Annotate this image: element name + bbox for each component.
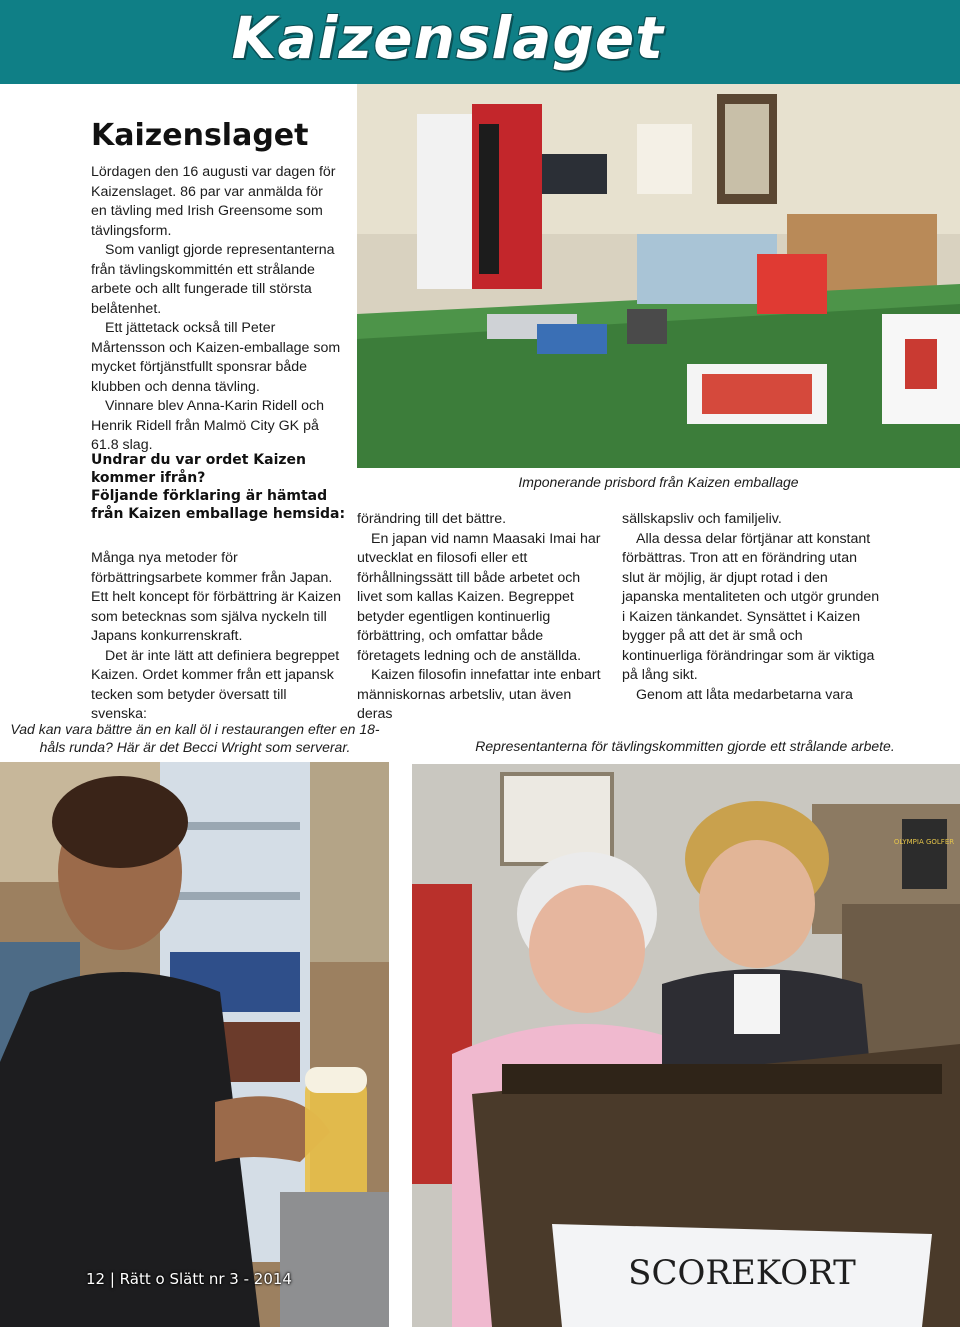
wall-frame — [502, 774, 612, 864]
bartender-photo — [0, 762, 389, 1327]
header-banner — [0, 0, 960, 84]
banner-title: Kaizenslaget — [231, 4, 664, 72]
body-column-left — [91, 549, 346, 725]
laptop — [537, 154, 607, 194]
body-paragraph: Kaizen filosofin innefattar inte enbart människornas arbetsliv, utan även deras — [357, 667, 601, 722]
question-headings — [91, 451, 351, 523]
prize-table-caption: Imponerande prisbord från Kaizen emballage — [518, 474, 799, 490]
intro-paragraph: Lördagen den 16 augusti var dagen för Kaizenslaget. 86 par var anmälda för en tävling med Irish Greensome som tävlingsform. — [91, 164, 336, 239]
body-paragraph: En japan vid namn Maasaki Imai har utvecklat en filosofi eller ett förhållningssätt till både arbetet och livet som kallas Kaizen. Begreppet betyder egentligen kontinuerlig förbättring, och omfattar både företagets ledning och de anställda. — [357, 530, 601, 664]
woman-face — [529, 885, 645, 1013]
intro-paragraph: Vinnare blev Anna-Karin Ridell och Henrik Ridell från Malmö City GK på 61.8 slag. — [91, 398, 324, 453]
hair — [52, 776, 188, 868]
bartender-caption: Vad kan vara bättre än en kall öl i restaurangen efter en 18-håls runda? Här är det Becci Wright som serverar. — [10, 721, 380, 755]
body-column-middle — [357, 510, 607, 725]
golf-bag — [417, 114, 477, 289]
prize-table-photo — [357, 84, 960, 468]
body-paragraph: förändring till det bättre. — [357, 511, 507, 527]
body-paragraph: Det är inte lätt att definiera begreppet Kaizen. Ordet kommer från ett japansk tecken som betyder översatt till svenska: — [91, 647, 340, 722]
book — [902, 819, 947, 889]
source-heading: Följande förklaring är hämtad från Kaizen emballage hemsida: — [91, 488, 346, 522]
body-paragraph: Många nya metoder för förbättringsarbete kommer från Japan. Ett helt koncept för förbättring är Kaizen som betecknas som själva nyckeln till Japans konkurrenskraft. — [91, 550, 341, 644]
man-face — [699, 840, 815, 968]
scorecard-text: SCOREKORT — [628, 1253, 856, 1293]
book-title-text: OLYMPIA GOLFER — [893, 838, 955, 846]
intro-column — [91, 163, 341, 456]
body-column-right — [622, 510, 882, 705]
page-folio: 12 | Rätt o Slätt nr 3 - 2014 — [86, 1270, 292, 1288]
body-paragraph: sällskapsliv och familjeliv. — [622, 511, 782, 527]
intro-paragraph: Som vanligt gjorde representanterna från tävlingskommittén ett strålande arbete och allt fungerade till största belåtenhet. — [91, 242, 335, 317]
committee-photo — [412, 764, 960, 1327]
committee-caption: Representanterna för tävlingskommitten gjorde ett strålande arbete. — [475, 738, 895, 754]
article-title: Kaizenslaget — [91, 118, 309, 153]
freezer — [637, 234, 777, 304]
question-heading: Undrar du var ordet Kaizen kommer ifrån? — [91, 452, 307, 486]
body-paragraph: Genom att låta medarbetarna vara — [636, 686, 853, 703]
body-paragraph: Alla dessa delar förtjänar att konstant förbättras. Tron att en förändring utan slut är möjlig, är djupt rotad i den japanska mentaliteten och utgör grunden i Kaizen tänkandet. Synsättet i Kaizen bygger på att det är små och kontinuerliga förändringar som är viktiga på lång sikt. — [622, 530, 880, 683]
intro-paragraph: Ett jättetack också till Peter Mårtensson och Kaizen-emballage som mycket förtjänstfullt sponsrar både klubben och denna tävling. — [91, 320, 341, 395]
